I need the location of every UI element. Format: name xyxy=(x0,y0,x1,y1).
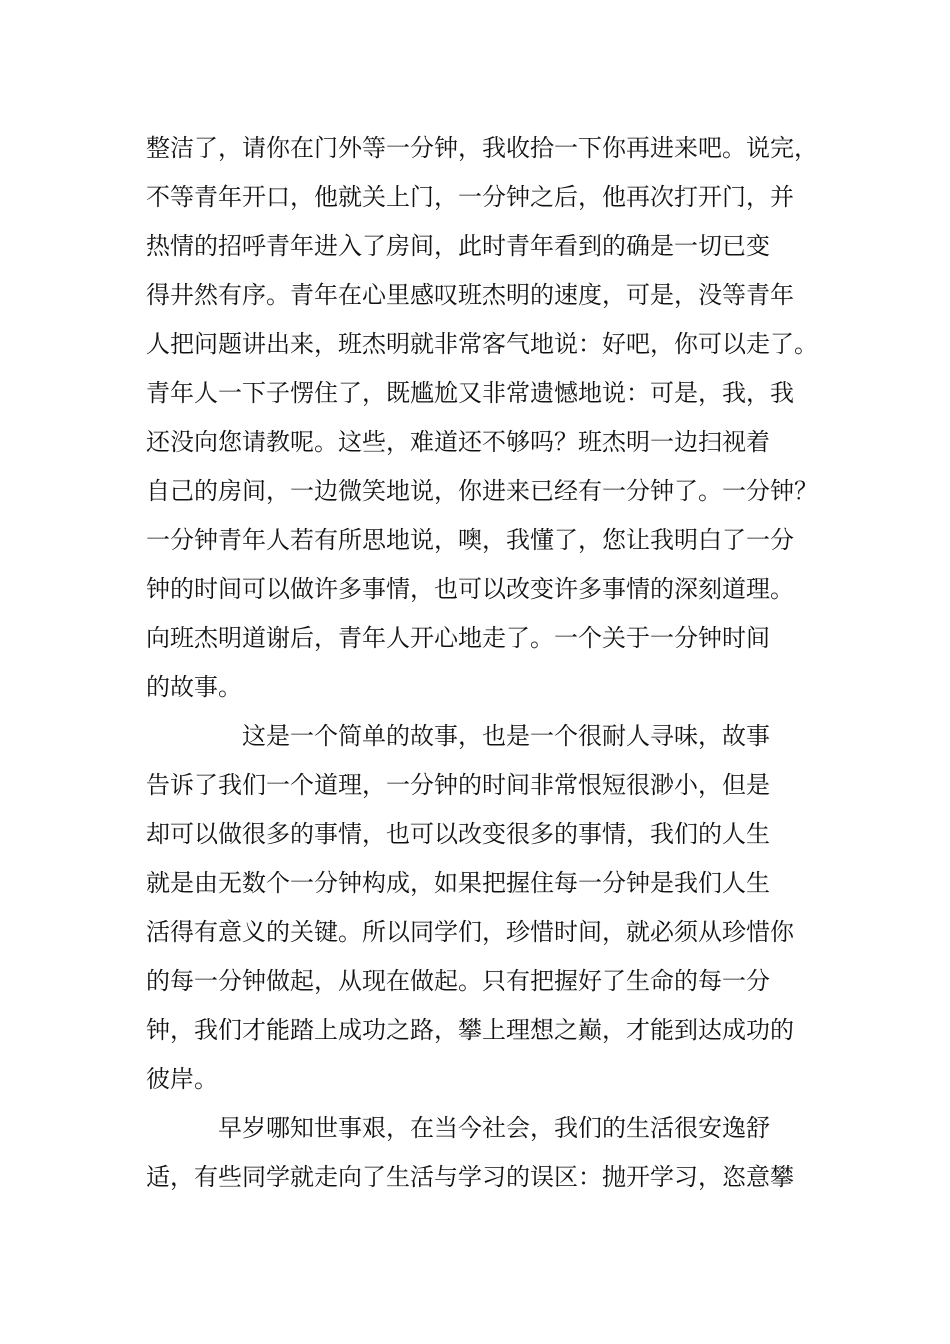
text-line: 热情的招呼青年进入了房间，此时青年看到的确是一切已变 xyxy=(146,232,770,260)
text-line: 的故事。 xyxy=(146,673,242,701)
text-line: 整洁了，请你在门外等一分钟，我收拾一下你再进来吧。说完， xyxy=(146,134,818,162)
text-line: 人把问题讲出来，班杰明就非常客气地说：好吧，你可以走了。 xyxy=(146,330,818,358)
text-line: 这是一个简单的故事，也是一个很耐人寻味，故事 xyxy=(242,722,770,750)
text-line: 的每一分钟做起，从现在做起。只有把握好了生命的每一分 xyxy=(146,967,770,995)
text-line: 青年人一下子愣住了，既尴尬又非常遗憾地说：可是，我，我 xyxy=(146,379,794,407)
paragraph-reflection xyxy=(146,1104,810,1202)
text-line: 钟的时间可以做许多事情，也可以改变许多事情的深刻道理。 xyxy=(146,575,794,603)
text-line: 不等青年开口，他就关上门，一分钟之后，他再次打开门，并 xyxy=(146,183,794,211)
text-line: 就是由无数个一分钟构成，如果把握住每一分钟是我们人生 xyxy=(146,869,770,897)
text-line: 还没向您请教呢。这些，难道还不够吗？班杰明一边扫视着 xyxy=(146,428,770,456)
text-line: 却可以做很多的事情，也可以改变很多的事情，我们的人生 xyxy=(146,820,770,848)
text-line: 向班杰明道谢后，青年人开心地走了。一个关于一分钟时间 xyxy=(146,624,770,652)
text-line: 适，有些同学就走向了生活与学习的误区：抛开学习，恣意攀 xyxy=(146,1163,794,1191)
document-body xyxy=(146,124,818,1202)
text-line: 彼岸。 xyxy=(146,1065,218,1093)
paragraph-story xyxy=(146,124,818,712)
text-line: 早岁哪知世事艰，在当今社会，我们的生活很安逸舒 xyxy=(218,1114,770,1142)
text-line: 一分钟青年人若有所思地说，噢，我懂了，您让我明白了一分 xyxy=(146,526,794,554)
text-line: 自己的房间，一边微笑地说，你进来已经有一分钟了。一分钟？ xyxy=(146,477,818,505)
text-line: 得井然有序。青年在心里感叹班杰明的速度，可是，没等青年 xyxy=(146,281,794,309)
text-line: 活得有意义的关键。所以同学们，珍惜时间，就必须从珍惜你 xyxy=(146,918,794,946)
paragraph-moral xyxy=(146,712,810,1104)
text-line: 钟，我们才能踏上成功之路，攀上理想之巅，才能到达成功的 xyxy=(146,1016,794,1044)
text-line: 告诉了我们一个道理，一分钟的时间非常恨短很渺小，但是 xyxy=(146,771,770,799)
